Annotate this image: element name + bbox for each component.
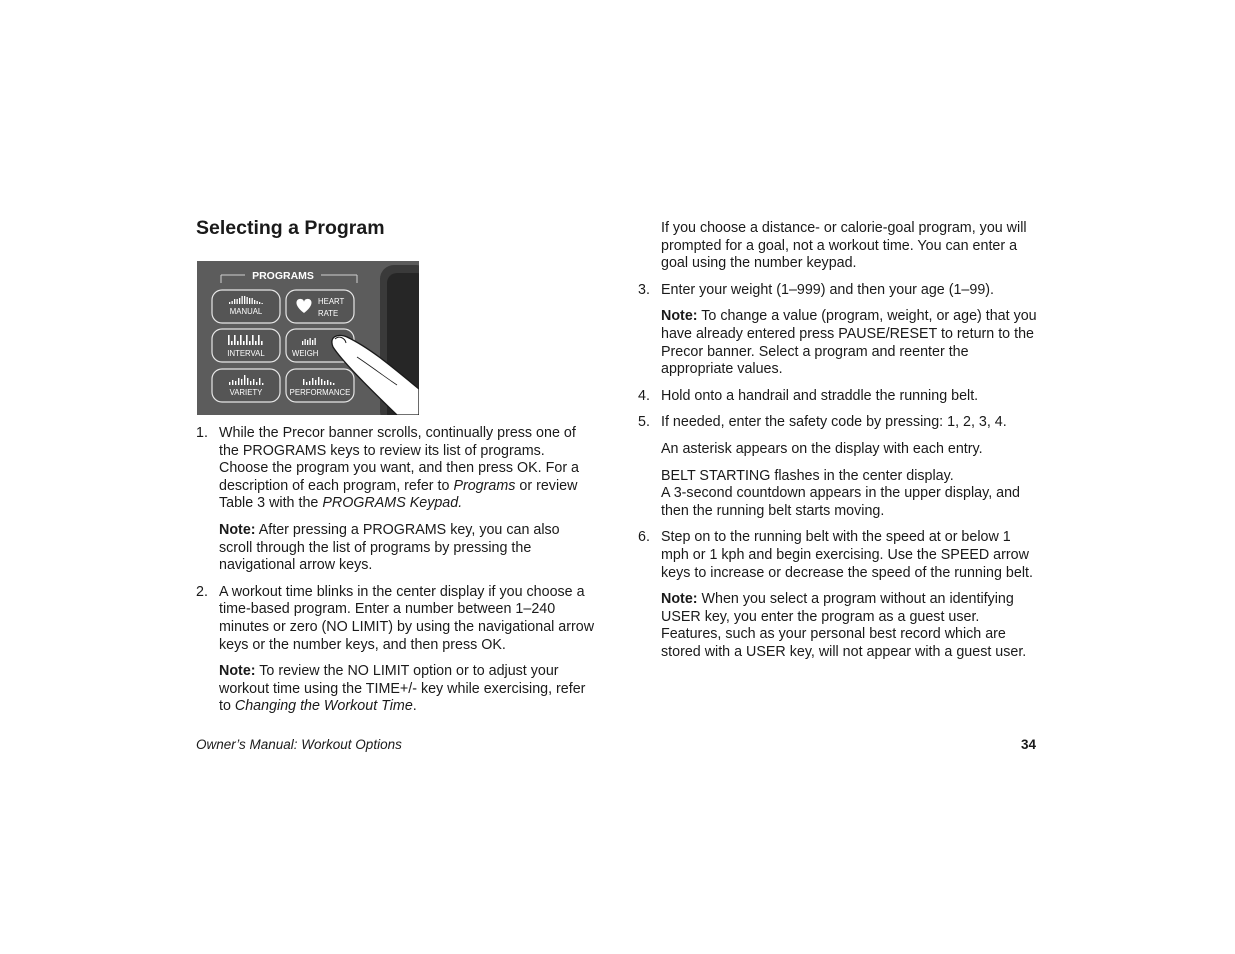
- changing-workout-time-reference: Changing the Workout Time: [234, 698, 413, 715]
- step-2: [196, 584, 596, 716]
- step-5-asterisk-info: An asterisk appears on the display with each entry.: [661, 440, 983, 457]
- step-6: [638, 529, 1038, 661]
- step-3: [638, 282, 1038, 379]
- goal-program-intro: If you choose a distance- or calorie-goal program, you will prompted for a goal, not a workout time. You can enter a goal using the number keypad.: [661, 220, 1027, 272]
- step-4: [638, 388, 1038, 406]
- step-1-text-c: or review Table 3 with the: [219, 477, 578, 512]
- step-1-note: After pressing a PROGRAMS key, you can also scroll through the list of programs by pressing the navigational arrow keys.: [219, 521, 560, 574]
- programs-reference: Programs: [453, 477, 516, 494]
- interval-key-label: INTERVAL: [227, 349, 265, 358]
- heart-rate-key-label-2: RATE: [318, 309, 339, 318]
- step-4-text: Hold onto a handrail and straddle the running belt.: [661, 387, 979, 404]
- note-label: Note:: [661, 308, 698, 325]
- step-number: 3.: [638, 281, 650, 298]
- footer-manual-title: Owner’s Manual: Workout Options: [196, 737, 402, 752]
- step-1-text-a: While the Precor banner scrolls, continually press one of the PROGRAMS keys to review its list of programs. Choose the program you want, and then press OK. For a description of each program, refer to: [219, 425, 579, 494]
- note-label: Note:: [219, 521, 256, 538]
- weight-key-label: WEIGH: [292, 349, 319, 358]
- manual-key: [212, 290, 280, 323]
- performance-key: [286, 369, 354, 402]
- variety-key: [212, 369, 280, 402]
- page-title: Selecting a Program: [196, 217, 385, 239]
- heart-rate-key-label-1: HEART: [318, 297, 345, 306]
- step-6-text: Step on to the running belt with the speed at or below 1 mph or 1 kph and begin exercising. Use the SPEED arrow keys to increase or decrease the speed of the running belt.: [661, 529, 1033, 581]
- step-number: 4.: [638, 387, 650, 404]
- left-column: [196, 425, 596, 725]
- step-1: [196, 425, 596, 575]
- programs-keypad-reference: PROGRAMS Keypad.: [322, 495, 463, 512]
- step-number: 5.: [638, 414, 650, 431]
- interval-key: [212, 329, 280, 362]
- step-3-note: To change a value (program, weight, or age) that you have already entered press PAUSE/RESET to return to the Precor banner. Select a program and reenter the appropriate values.: [661, 308, 1037, 378]
- keypad-header: PROGRAMS: [252, 270, 314, 282]
- belt-starting-info: BELT STARTING flashes in the center display.: [661, 467, 954, 484]
- programs-keypad-illustration: [197, 261, 419, 415]
- step-3-text: Enter your weight (1–999) and then your age (1–99).: [661, 281, 995, 298]
- step-number: 2.: [196, 583, 208, 600]
- step-5-text: If needed, enter the safety code by pressing: 1, 2, 3, 4.: [661, 414, 1007, 431]
- step-5: [638, 414, 1038, 520]
- step-number: 6.: [638, 529, 650, 546]
- note-label: Note:: [219, 663, 256, 680]
- right-column: [638, 220, 1038, 670]
- step-6-note: When you select a program without an identifying USER key, you enter the program as a guest user. Features, such as your personal best record which are stored with a USER key, will not appear with a guest user.: [661, 591, 1027, 660]
- step-2-note-c: .: [412, 698, 417, 715]
- note-label: Note:: [661, 591, 698, 608]
- heart-rate-key: [286, 290, 354, 323]
- manual-key-label: MANUAL: [229, 307, 263, 316]
- step-2-note-a: To review the NO LIMIT option or to adjust your workout time using the TIME+/- key while exercising, refer to: [219, 663, 586, 715]
- countdown-info: A 3-second countdown appears in the upper display, and then the running belt starts moving.: [661, 485, 1020, 519]
- step-2-text: A workout time blinks in the center display if you choose a time-based program. Enter a number between 1–240 minutes or zero (NO LIMIT) by using the navigational arrow keys or the number keys, and then press OK.: [219, 583, 595, 653]
- performance-key-label: PERFORMANCE: [289, 388, 351, 397]
- page-number: 34: [1021, 737, 1037, 752]
- variety-key-label: VARIETY: [229, 388, 263, 397]
- step-number: 1.: [196, 425, 208, 441]
